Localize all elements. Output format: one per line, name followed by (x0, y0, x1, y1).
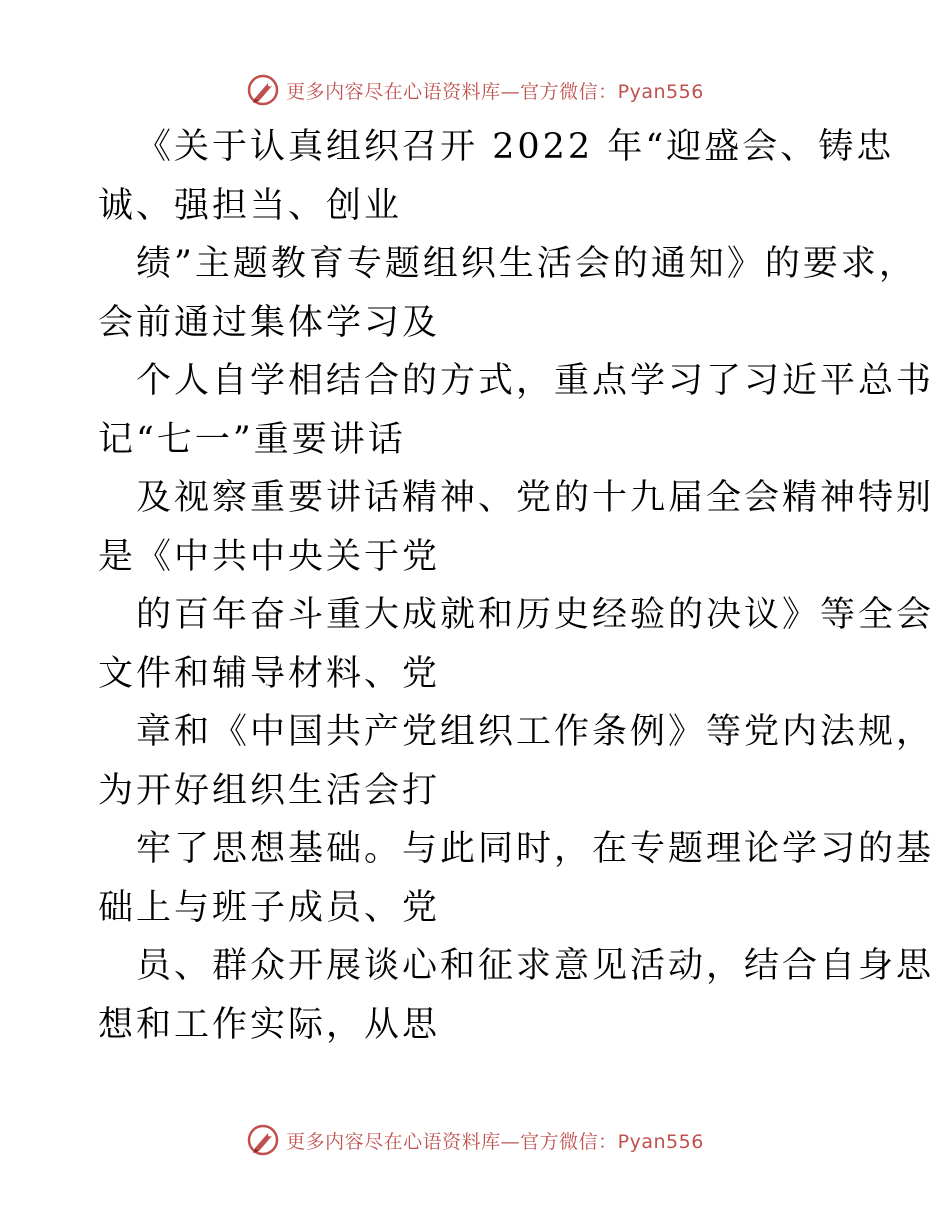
text-line: 文件和辅导材料、党 (98, 653, 441, 694)
header-banner-label: 更多内容尽在心语资料库—官方微信： (286, 80, 618, 103)
footer-banner-label: 更多内容尽在心语资料库—官方微信： (286, 1130, 618, 1153)
footer-banner (0, 1120, 950, 1160)
text-line: 记“七一”重要讲话 (98, 419, 406, 460)
text-line: 员、群众开展谈心和征求意见活动，结合自身思 (136, 946, 935, 986)
text-line: 想和工作实际，从思 (98, 1004, 441, 1045)
footer-wechat-id: Pyan556 (617, 1130, 704, 1153)
text-line: 《关于认真组织召开 2022 年“迎盛会、铸忠 (136, 127, 895, 167)
text-line: 及视察重要讲话精神、党的十九届全会精神特别 (136, 478, 935, 518)
text-line: 的百年奋斗重大成就和历史经验的决议》等全会 (136, 595, 935, 635)
header-banner (0, 70, 950, 110)
text-line: 会前通过集体学习及 (98, 302, 441, 343)
text-line: 为开好组织生活会打 (98, 770, 441, 811)
text-line: 诚、强担当、创业 (98, 185, 403, 226)
pen-logo-icon (246, 1123, 280, 1157)
body-text (98, 118, 935, 1054)
text-line: 牢了思想基础。与此同时，在专题理论学习的基 (136, 829, 935, 869)
text-line: 是《中共中央关于党 (98, 536, 441, 577)
footer-banner-text (286, 1127, 704, 1154)
text-line: 绩”主题教育专题组织生活会的通知》的要求， (136, 244, 917, 284)
pen-logo-icon (246, 73, 280, 107)
text-line: 章和《中国共产党组织工作条例》等党内法规， (136, 712, 935, 752)
header-wechat-id: Pyan556 (617, 80, 704, 103)
text-line: 个人自学相结合的方式，重点学习了习近平总书 (136, 361, 935, 401)
header-banner-text (286, 77, 704, 104)
text-line: 础上与班子成员、党 (98, 887, 441, 928)
